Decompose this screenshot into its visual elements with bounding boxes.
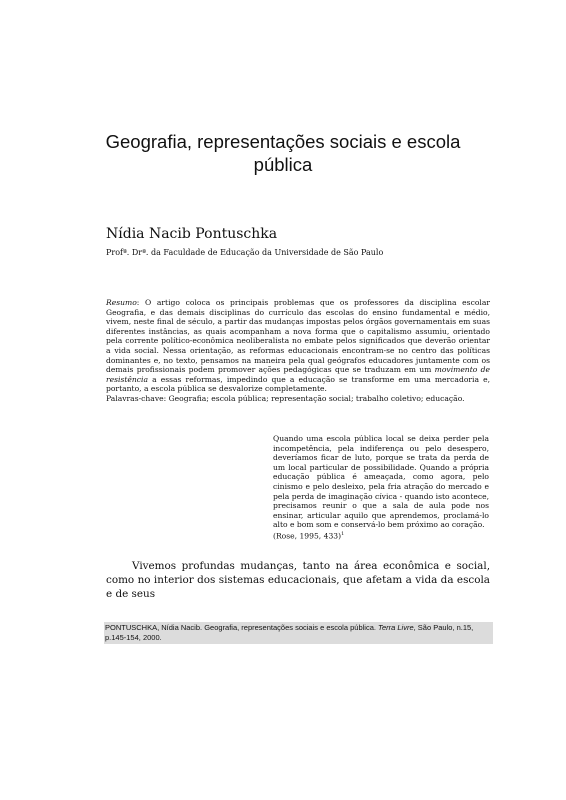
abstract-text-b: a essas reformas, impedindo que a educação se transforme em uma mercadoria e, portanto, a escola pública se desvalorize completamente. — [106, 374, 490, 394]
epigraph-source: (Rose, 1995, 433) — [273, 531, 342, 541]
abstract — [106, 298, 490, 404]
author-affiliation: Profª. Drª. da Faculdade de Educação da Universidade de São Paulo — [106, 248, 384, 257]
citation-journal: Terra Livre — [378, 623, 414, 632]
abstract-text-a: : O artigo coloca os principais problemas que os professores da disciplina escolar Geografia, e das demais disciplinas do currículo das escolas do ensino fundamental e médio, vivem, neste final de século, a partir das mudanças impostas pelos órgãos governamentais em suas diferentes instâncias, as quais acompanham a nova forma que o capitalismo assumiu, orientado pela corrente político-econômica neoliberalista no embate pelos significados que deverão orientar a vida social. Nessa orientação, as reformas educacionais encontram-se no centro das políticas dominantes e, no texto, pensamos na maneira pela qual geógrafos educadores juntamente com os demais profissionais podem promover ações pedagógicas que se traduzam em um — [106, 298, 490, 375]
epigraph-quote: Quando uma escola pública local se deixa perder pela incompetência, pela indiferença ou pelo desespero, deveríamos ficar de luto, porque se trata da perda de um local particular de possibilidade. Quando a própria educação pública é ameaçada, como agora, pelo cinismo e pelo desleixo, pela fria atração do mercado e pela perda de imaginação cívica - quando isto acontece, precisamos reunir o que a sala de aula pode nos ensinar, articular aquilo que aprendemos, proclamá-lo alto e bom som e conservá-lo bem próximo ao coração. — [273, 434, 489, 530]
abstract-emphasis: movimento de resistência — [106, 365, 490, 384]
article-title: Geografia, representações sociais e escola pública — [105, 131, 461, 176]
author-name: Nídia Nacib Pontuschka — [106, 226, 278, 242]
footnote-mark: 1 — [341, 530, 345, 537]
keywords: Palavras-chave: Geografia; escola pública; representação social; trabalho coletivo; educação. — [106, 393, 465, 403]
body-paragraph: Vivemos profundas mudanças, tanto na área econômica e social, como no interior dos sistemas educacionais, que afetam a vida da escola e de seus — [106, 560, 490, 600]
citation-footer — [104, 622, 493, 644]
abstract-label: Resumo — [106, 298, 137, 307]
citation-before: PONTUSCHKA, Nídia Nacib. Geografia, representações sociais e escola pública. — [105, 623, 379, 632]
epigraph — [273, 434, 489, 541]
body-text — [106, 559, 490, 601]
abstract-body — [106, 298, 490, 394]
citation-after: , São Paulo, n.15, p.145-154, 2000. — [105, 623, 474, 642]
